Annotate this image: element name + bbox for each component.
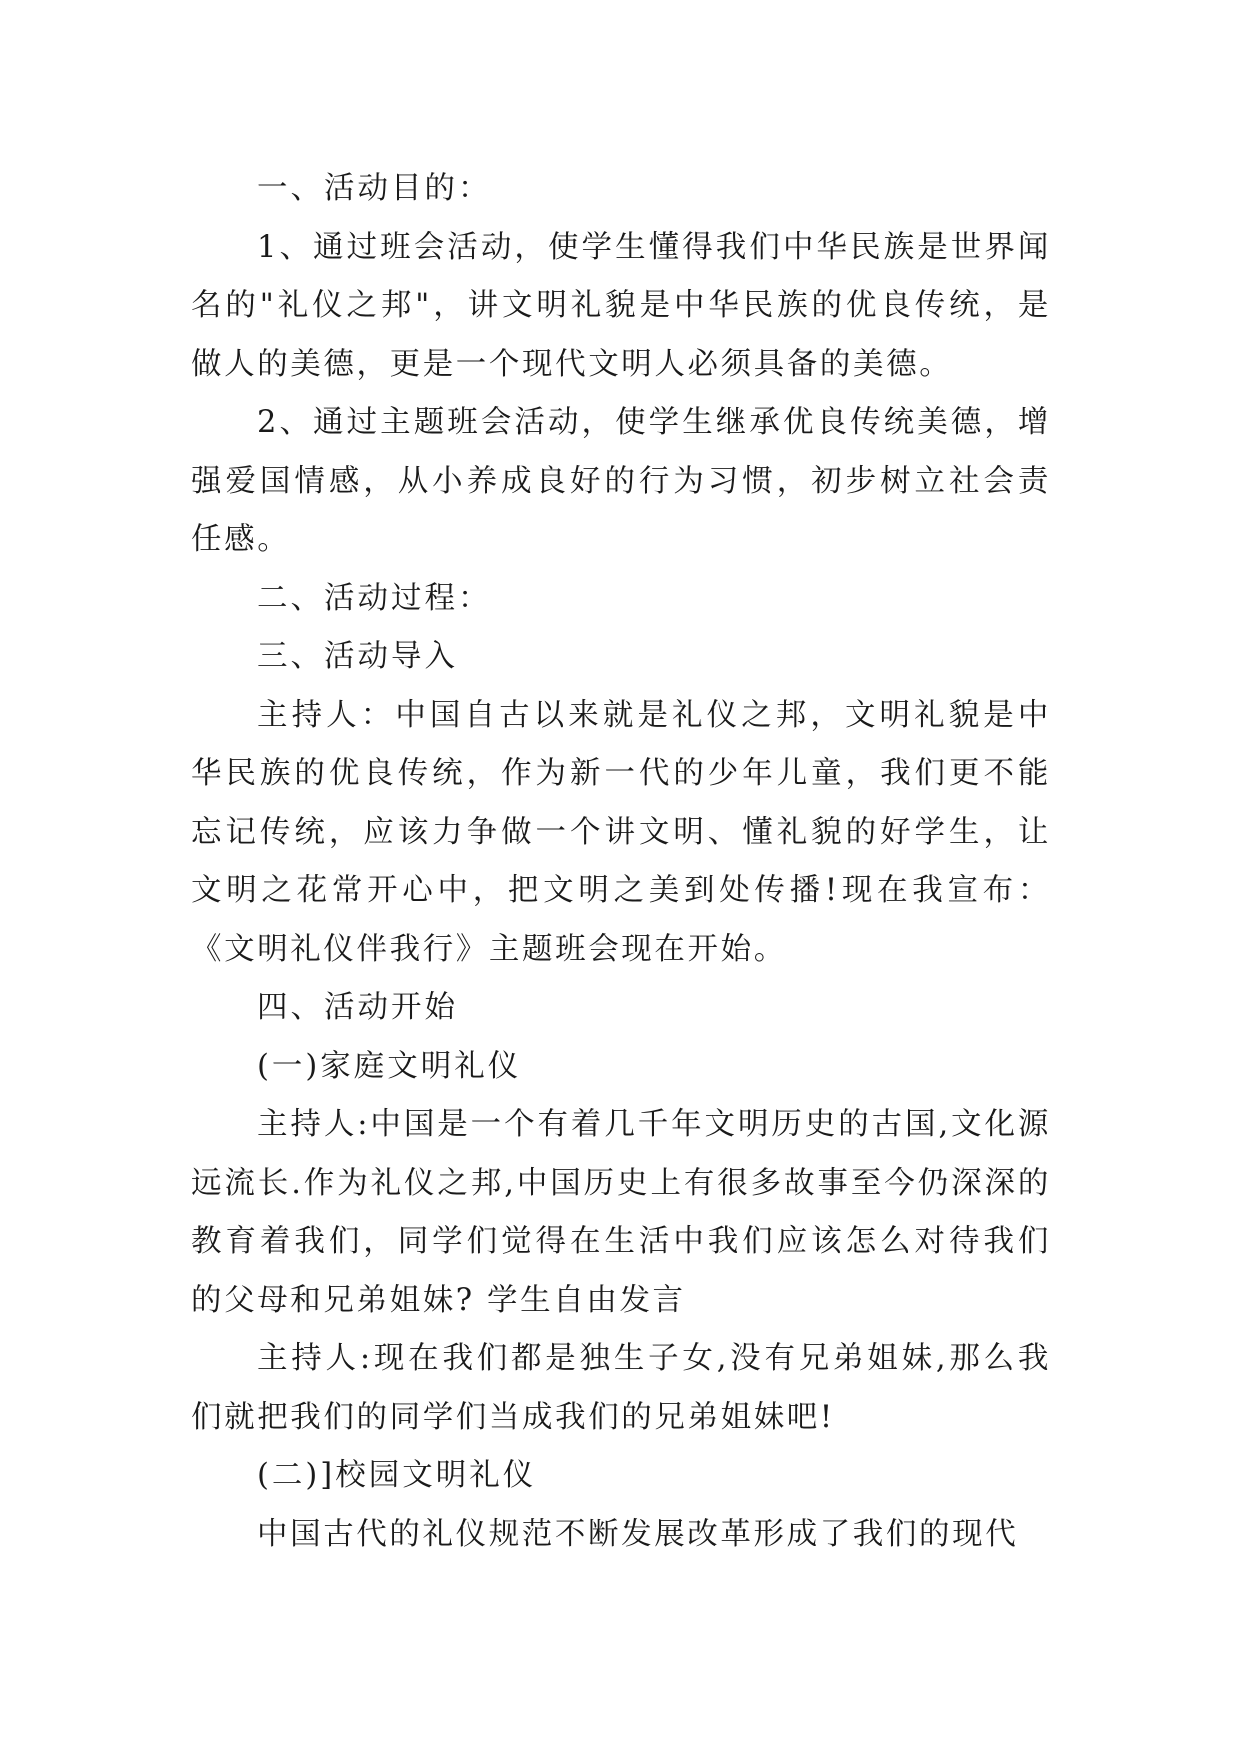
purpose-item-1: 1、通过班会活动，使学生懂得我们中华民族是世界闻名的"礼仪之邦"，讲文明礼貌是中华民族的优良传统，是做人的美德，更是一个现代文明人必须具备的美德。 [191,229,1051,382]
section-heading-start: 四、活动开始 [257,990,458,1025]
section-heading-intro: 三、活动导入 [257,639,458,674]
host-siblings-paragraph: 主持人:现在我们都是独生子女,没有兄弟姐妹,那么我们就把我们的同学们当成我们的兄弟姐妹吧! [191,1341,1051,1435]
host-intro-paragraph: 主持人：中国自古以来就是礼仪之邦，文明礼貌是中华民族的优良传统，作为新一代的少年儿童，我们更不能忘记传统，应该力争做一个讲文明、懂礼貌的好学生，让文明之花常开心中，把文明之美到处传播!现在我宣布：《文明礼仪伴我行》主题班会现在开始。 [191,697,1051,967]
host-family-paragraph: 主持人:中国是一个有着几千年文明历史的古国,文化源远流长.作为礼仪之邦,中国历史上有很多故事至今仍深深的教育着我们，同学们觉得在生活中我们应该怎么对待我们的父母和兄弟姐妹? 学生自由发言 [191,1107,1051,1318]
subsection-heading-family: (一)家庭文明礼仪 [257,1048,522,1084]
section-heading-process: 二、活动过程： [257,580,492,616]
campus-etiquette-paragraph: 中国古代的礼仪规范不断发展改革形成了我们的现代 [257,1516,1019,1552]
purpose-item-2: 2、通过主题班会活动，使学生继承优良传统美德，增强爱国情感，从小养成良好的行为习惯，初步树立社会责任感。 [191,405,1051,557]
section-heading-purpose: 一、活动目的： [257,171,492,206]
subsection-heading-campus: (二)]校园文明礼仪 [257,1458,537,1493]
document-body [191,160,1051,1564]
